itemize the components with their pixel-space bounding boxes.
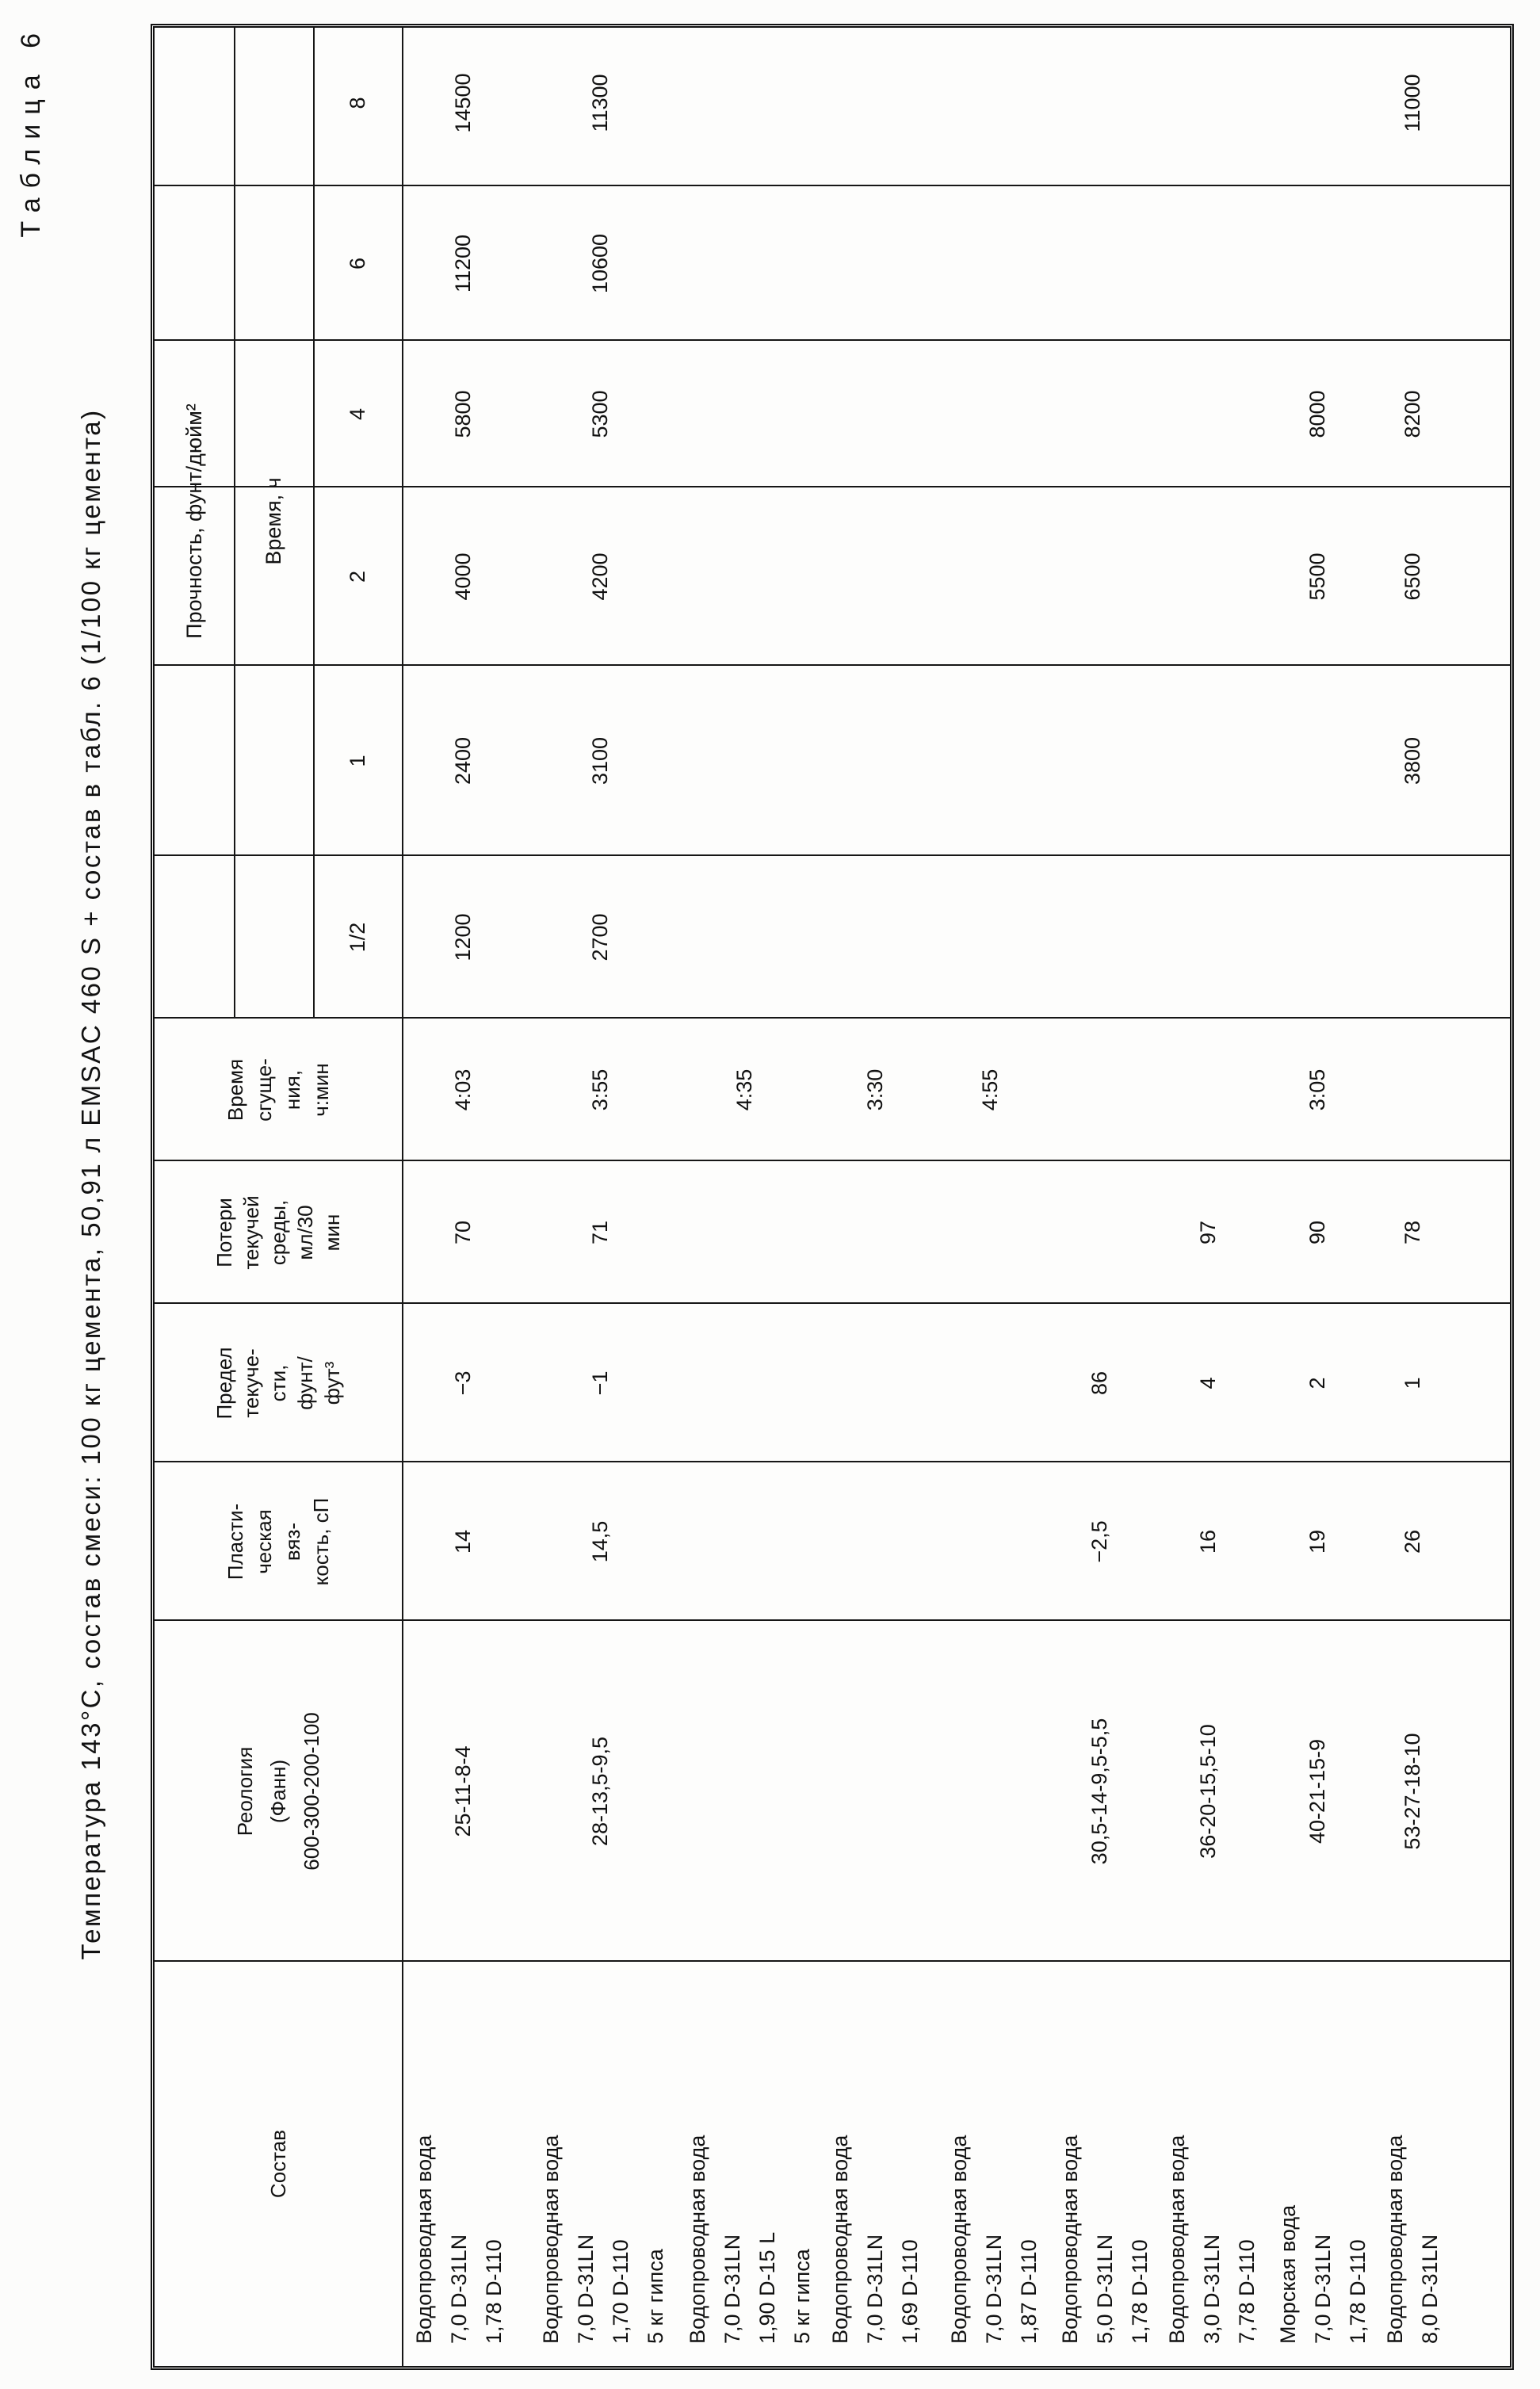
cell-strength-8h-row-1: 14500 [451,73,475,133]
composition-row-6: Водопроводная вода 5,0 D-31LN 1,78 D-110 [1058,2135,1152,2344]
composition-row-1: Водопроводная вода 7,0 D-31LN 1,78 D-110 [412,2135,506,2344]
cell-fluid_loss-row-2: 71 [587,1220,612,1245]
header-time-6h: 6 [345,257,369,270]
cell-fluid_loss-row-8: 90 [1305,1220,1329,1245]
cell-rheology-row-9: 53-27-18-10 [1400,1733,1424,1850]
cell-thickening-row-4: 3:30 [863,1068,887,1111]
cell-yield-row-2: −1 [587,1370,612,1396]
cell-strength-1h-row-9: 3800 [1400,736,1424,786]
cell-fluid_loss-row-7: 97 [1196,1220,1220,1245]
cell-thickening-row-8: 3:05 [1305,1068,1329,1111]
cell-rheology-row-1: 25-11-8-4 [451,1745,475,1837]
cell-yield-row-8: 2 [1305,1377,1329,1389]
cell-strength-1/2h-row-2: 2700 [587,913,612,961]
cell-thickening-row-1: 4:03 [451,1068,475,1111]
header-sostav: Состав [266,2129,290,2199]
composition-row-8: Морская вода 7,0 D-31LN 1,78 D-110 [1276,2204,1370,2344]
table-title: Температура 143°С, состав смеси: 100 кг цемента, 50,91 л EMSAC 460 S + состав в табл. 6 (1/100 кг цемента) [76,408,105,1960]
cell-yield-row-1: −3 [451,1370,475,1396]
header-time-half-hour: 1/2 [345,922,369,953]
header-time-1h: 1 [345,755,369,767]
composition-row-2: Водопроводная вода 7,0 D-31LN 1,70 D-110 5 кг гипса [539,2135,667,2344]
cell-rheology-row-7: 36-20-15,5-10 [1196,1724,1220,1859]
cell-strength-4h-row-1: 5800 [451,390,475,438]
cell-yield-row-7: 4 [1196,1377,1220,1389]
header-thickening-time: Время сгуще- ния, ч:мин [224,1058,333,1122]
cell-strength-1h-row-2: 3100 [587,736,612,786]
header-time-4h: 4 [345,407,369,421]
cell-strength-2h-row-9: 6500 [1400,552,1424,601]
header-strength-group: Прочность, фунт/дюйм² [182,403,206,639]
header-rheology: Реология (Фанн) 600-300-200-100 [233,1712,323,1871]
cell-rheology-row-2: 28-13,5-9,5 [587,1736,612,1847]
header-plastic-viscosity: Пласти- ческая вяз- кость, сП [224,1497,333,1586]
cell-plastic-row-6: −2,5 [1087,1520,1111,1563]
cell-strength-2h-row-8: 5500 [1305,552,1329,601]
cell-strength-4h-row-9: 8200 [1400,390,1424,438]
cell-strength-8h-row-9: 11000 [1400,74,1424,132]
cell-strength-6h-row-2: 10600 [587,233,612,294]
composition-row-7: Водопроводная вода 3,0 D-31LN 7,78 D-110 [1165,2135,1259,2344]
cell-yield-row-6: 86 [1087,1370,1111,1396]
cell-strength-1h-row-1: 2400 [451,736,475,786]
cell-strength-4h-row-2: 5300 [587,390,612,438]
cell-plastic-row-2: 14,5 [587,1520,612,1563]
header-fluid-loss: Потери текучей среды, мл/30 мин [212,1195,344,1270]
cell-fluid_loss-row-1: 70 [451,1220,475,1245]
composition-row-9: Водопроводная вода 8,0 D-31LN [1383,2135,1442,2344]
header-yield-point: Предел текуче- сти, фунт/ фут³ [212,1347,344,1420]
data-table [151,24,1514,2370]
cell-plastic-row-1: 14 [451,1529,475,1554]
cell-thickening-row-3: 4:35 [732,1068,756,1111]
header-time-2h: 2 [345,570,369,583]
cell-thickening-row-5: 4:55 [978,1068,1002,1111]
cell-plastic-row-7: 16 [1196,1529,1220,1554]
composition-row-5: Водопроводная вода 7,0 D-31LN 1,87 D-110 [947,2135,1041,2344]
cell-strength-2h-row-1: 4000 [451,552,475,601]
cell-fluid_loss-row-9: 78 [1400,1220,1424,1245]
table-number-label: Таблица 6 [16,24,46,238]
cell-thickening-row-2: 3:55 [587,1068,612,1111]
header-time-group: Время, ч [261,477,285,565]
cell-rheology-row-6: 30,5-14-9,5-5,5 [1087,1718,1111,1865]
cell-strength-6h-row-1: 11200 [451,234,475,293]
cell-strength-4h-row-8: 8000 [1305,390,1329,438]
cell-strength-1/2h-row-1: 1200 [451,913,475,961]
composition-row-3: Водопроводная вода 7,0 D-31LN 1,90 D-15 L 5 кг гипса [686,2135,814,2344]
cell-strength-8h-row-2: 11300 [587,74,612,132]
cell-yield-row-9: 1 [1400,1377,1424,1389]
cell-plastic-row-9: 26 [1400,1529,1424,1554]
composition-row-4: Водопроводная вода 7,0 D-31LN 1,69 D-110 [828,2135,922,2344]
cell-strength-2h-row-2: 4200 [587,552,612,601]
cell-rheology-row-8: 40-21-15-9 [1305,1738,1329,1844]
cell-plastic-row-8: 19 [1305,1529,1329,1554]
header-time-8h: 8 [345,97,369,109]
